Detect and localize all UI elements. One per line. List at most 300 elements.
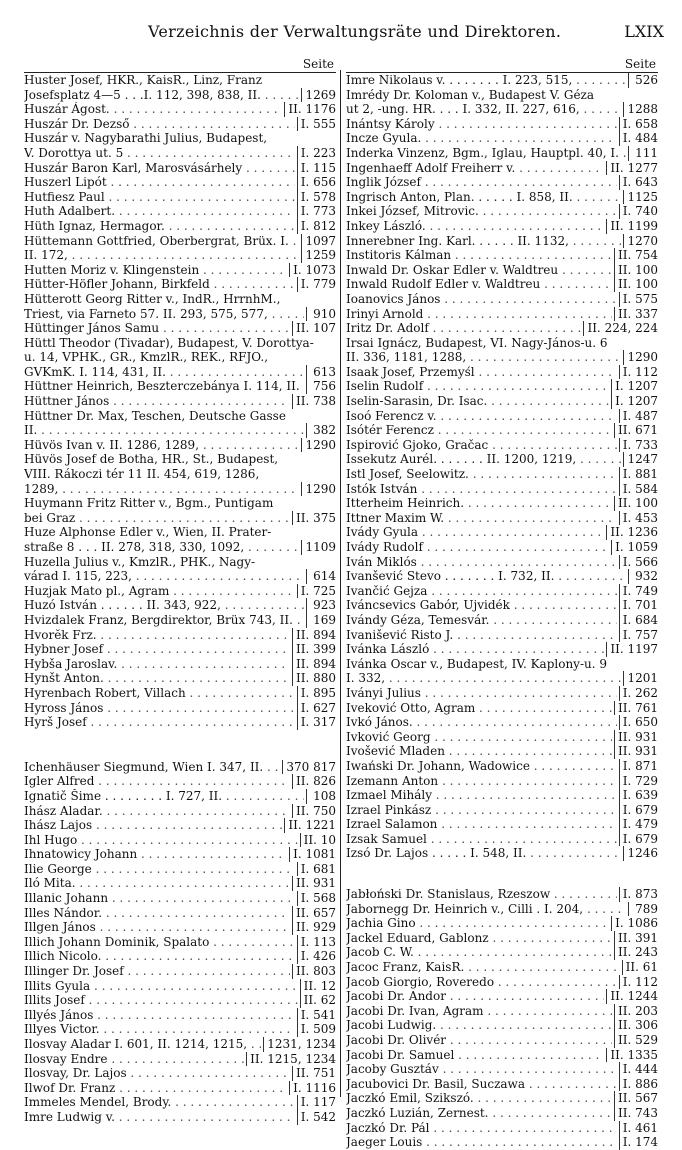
entry-name: Ingenhaeff Adolf Freiherr v. . . . — [346, 161, 604, 176]
entry-name: Istók István . . . — [346, 482, 617, 497]
entry-name: Hüth Ignaz, Hermagor. . . . — [24, 219, 295, 234]
entry-name: Izemann Anton . . . — [346, 774, 617, 789]
entry-name: Hyross János . . . — [24, 701, 295, 716]
entry-name: Hvorĕk Frz. . . . — [24, 628, 290, 643]
entry-name: Hutten Moriz v. Klingenstein . . . — [24, 263, 287, 278]
entry-page-ref: II. 880 — [292, 671, 336, 686]
entry-name: Jacobi Ludwig. . . . — [346, 1018, 612, 1033]
entry-page-ref: II. 894 — [292, 628, 336, 643]
directory-entry — [346, 584, 658, 599]
entry-name: Iwański Dr. Johann, Wadowice . . . — [346, 759, 617, 774]
directory-entry — [346, 817, 658, 832]
directory-entry — [346, 219, 658, 234]
entry-name: Iváncsevics Gabór, Ujvidék . . . — [346, 598, 617, 613]
entry-page-ref: 169 — [306, 613, 336, 628]
entry-name: Ittner Maxim W. . . . — [346, 511, 617, 526]
directory-entry — [346, 671, 658, 686]
entry-page-ref: I. 639 — [619, 788, 658, 803]
entry-name: Ilwof Dr. Franz . . . — [24, 1081, 287, 1096]
directory-entry — [346, 788, 658, 803]
entry-page-ref: 1231, 1234 — [263, 1037, 336, 1052]
entry-list — [24, 760, 336, 1125]
directory-entry — [24, 117, 336, 132]
entry-page-ref: I. 895 — [297, 686, 336, 701]
entry-name: Iványi Julius . . . — [346, 686, 617, 701]
entry-page-ref: I. 262 — [619, 686, 658, 701]
entry-page-ref: I. 643 — [619, 175, 658, 190]
entry-name: Huze Alphonse Edler v., Wien, II. Prater- — [24, 525, 272, 540]
entry-name: Huth Adalbert. . . . — [24, 204, 295, 219]
directory-entry — [24, 336, 336, 351]
entry-name: Hybner Josef . . . — [24, 642, 290, 657]
directory-entry — [346, 945, 658, 960]
entry-page-ref: I. 1086 — [611, 916, 658, 931]
entry-name: Hyrenbach Robert, Villach . . . — [24, 686, 295, 701]
directory-entry — [24, 920, 336, 935]
entry-name: Izmael Mihály . . . — [346, 788, 617, 803]
entry-page-ref: II. 1176 — [284, 102, 336, 117]
entry-name: Jacobi Dr. Andor . . . — [346, 989, 604, 1004]
entry-page-ref: I. 568 — [297, 891, 336, 906]
entry-page-ref: I. 679 — [619, 832, 658, 847]
entry-page-ref: I. 679 — [619, 803, 658, 818]
entry-name: Jacobi Dr. Olivér . . . — [346, 1033, 612, 1048]
directory-entry — [24, 569, 336, 584]
entry-page-ref: I. 578 — [297, 190, 336, 205]
directory-entry — [346, 350, 658, 365]
entry-page-ref: II. 100 — [614, 277, 658, 292]
directory-entry — [346, 803, 658, 818]
entry-name: Hybša Jaroslav. . . . — [24, 657, 290, 672]
directory-entry — [24, 307, 336, 322]
directory-entry — [24, 131, 336, 146]
entry-name: Iveković Otto, Agram . . . — [346, 701, 612, 716]
entry-page-ref: II. 391 — [614, 931, 658, 946]
directory-entry — [24, 876, 336, 891]
entry-page-ref: 1290 — [301, 482, 336, 497]
entry-name: Jacobi Dr. Samuel . . . — [346, 1048, 604, 1063]
entry-page-ref: II. 894 — [292, 657, 336, 672]
entry-page-ref: I. 1081 — [289, 847, 336, 862]
entry-page-ref: 923 — [306, 598, 336, 613]
directory-entry — [24, 511, 336, 526]
entry-page-ref: I. 1073 — [289, 263, 336, 278]
entry-name: 1289, . . . — [24, 482, 299, 497]
entry-page-ref: I. 115 — [297, 161, 336, 176]
entry-name: Jackel Eduard, Gablonz . . . — [346, 931, 612, 946]
entry-page-ref: I. 317 — [297, 715, 336, 730]
entry-page-ref: I. 725 — [297, 584, 336, 599]
directory-entry — [346, 975, 658, 990]
entry-name: Ivándy Géza, Temesvár. . . . — [346, 613, 617, 628]
column-divider — [340, 70, 341, 1097]
entry-name: Istl Josef, Seelowitz. . . . — [346, 467, 617, 482]
entry-page-ref: II. 10 — [300, 833, 336, 848]
entry-name: Ihnatowicy Johann . . . — [24, 847, 287, 862]
right-column — [346, 57, 658, 1150]
entry-name: Hütterott Georg Ritter v., IndR., HrrnhM., — [24, 291, 281, 306]
entry-page-ref: 1246 — [623, 846, 658, 861]
directory-entry — [24, 394, 336, 409]
entry-name: Innerebner Ing. Karl. . . . . . II. 1132, . . . — [346, 234, 621, 249]
directory-entry — [24, 833, 336, 848]
directory-entry — [24, 964, 336, 979]
entry-name: Huszár Ágost. . . . — [24, 102, 282, 117]
entry-name: bei Graz . . . — [24, 511, 290, 526]
directory-entry — [346, 960, 658, 975]
page-number: LXIX — [624, 22, 664, 41]
seite-label: Seite — [302, 57, 334, 71]
directory-entry — [346, 774, 658, 789]
entry-name: Hüttner Heinrich, Beszterczebánya I. 114, II. . . . — [24, 379, 304, 394]
entry-name: Ilie George . . . — [24, 862, 295, 877]
entry-page-ref: I. 650 — [619, 715, 658, 730]
entry-name: V. Dorottya ut. 5 . . . — [24, 146, 295, 161]
directory-entry — [24, 423, 336, 438]
entry-page-ref: I. 684 — [619, 613, 658, 628]
entry-name: Inkey László. . . . — [346, 219, 604, 234]
directory-entry — [346, 438, 658, 453]
entry-name: Hüttemann Gottfried, Oberbergrat, Brüx. I. . . . — [24, 234, 299, 249]
directory-entry — [346, 1077, 658, 1092]
entry-name: Izrael Salamon . . . — [346, 817, 617, 832]
entry-name: Jaczkó Emil, Szikszó. . . . — [346, 1091, 612, 1106]
entry-page-ref: I. 174 — [619, 1135, 658, 1150]
directory-entry — [24, 379, 336, 394]
entry-name: Iselin Rudolf . . . — [346, 379, 609, 394]
entry-name: Itterheim Heinrich. . . . — [346, 496, 612, 511]
directory-entry — [24, 467, 336, 482]
entry-page-ref: 1097 — [301, 234, 336, 249]
entry-page-ref: II. 399 — [292, 642, 336, 657]
directory-entry — [346, 902, 658, 917]
entry-name: straße 8 . . . II. 278, 318, 330, 1092, . . . — [24, 540, 299, 555]
entry-name: Jaczkó Dr. Pál . . . — [346, 1121, 617, 1136]
entry-page-ref: II. 61 — [622, 960, 658, 975]
directory-entry — [346, 1048, 658, 1063]
directory-entry — [346, 628, 658, 643]
entry-name: Ivády Rudolf . . . — [346, 540, 609, 555]
directory-entry — [346, 511, 658, 526]
directory-entry — [346, 234, 658, 249]
entry-page-ref: I. 461 — [619, 1121, 658, 1136]
entry-page-ref: I. 749 — [619, 584, 658, 599]
directory-entry — [24, 73, 336, 88]
entry-name: Ignatič Šime . . . . . . . . I. 727, II. . . . — [24, 789, 304, 804]
directory-entry — [24, 350, 336, 365]
entry-page-ref: I. 740 — [619, 204, 658, 219]
directory-entry — [24, 1022, 336, 1037]
directory-entry — [346, 540, 658, 555]
entry-name: II. 172, . . . — [24, 248, 299, 263]
entry-page-ref: I. 871 — [619, 759, 658, 774]
directory-entry — [346, 394, 658, 409]
entry-name: Huster Josef, HKR., KaisR., Linz, Franz — [24, 73, 263, 87]
entry-name: Hütter-Höfler Johann, Birkfeld . . . — [24, 277, 295, 292]
directory-entry — [24, 409, 336, 424]
entry-page-ref: 614 — [306, 569, 336, 584]
directory-entry — [346, 989, 658, 1004]
entry-name: Inderka Vinzenz, Bgm., Iglau, Hauptpl. 40, I. . . . — [346, 146, 626, 161]
entry-name: Izrael Pinkász . . . — [346, 803, 617, 818]
entry-name: Hynšt Anton. . . . — [24, 671, 290, 686]
entry-name: Inkei József, Mitrovic. . . . — [346, 204, 617, 219]
directory-entry — [346, 1018, 658, 1033]
entry-page-ref: II. 100 — [614, 496, 658, 511]
directory-entry — [346, 1033, 658, 1048]
entry-page-ref: I. 555 — [297, 117, 336, 132]
directory-entry — [24, 1095, 336, 1110]
directory-entry — [24, 949, 336, 964]
entry-name: Hüttner János . . . — [24, 394, 290, 409]
entry-name: Huzó István . . . . . . II. 343, 922, . . . — [24, 598, 304, 613]
entry-name: Illinger Dr. Josef . . . — [24, 964, 290, 979]
directory-entry — [346, 175, 658, 190]
directory-entry — [24, 496, 336, 511]
entry-name: Ivanišević Risto J. . . . — [346, 628, 617, 643]
entry-name: Ihl Hugo . . . — [24, 833, 298, 848]
entry-page-ref: II. 337 — [614, 307, 658, 322]
entry-page-ref: II. 12 — [300, 979, 336, 994]
entry-page-ref: II. 567 — [614, 1091, 658, 1106]
entry-page-ref: I. 575 — [619, 292, 658, 307]
directory-entry — [346, 1091, 658, 1106]
entry-page-ref: II. 306 — [614, 1018, 658, 1033]
directory-entry — [24, 219, 336, 234]
entry-name: Illgen János . . . — [24, 920, 290, 935]
entry-page-ref: II. 754 — [614, 248, 658, 263]
directory-entry — [346, 1004, 658, 1019]
entry-name: Incze Gyula. . . . — [346, 131, 617, 146]
directory-entry — [346, 525, 658, 540]
entry-name: Izsak Samuel . . . — [346, 832, 617, 847]
entry-name: I. 332, . . . — [346, 671, 621, 686]
entry-name: Immeles Mendel, Brody. . . . — [24, 1095, 295, 1110]
entry-page-ref: II. 803 — [292, 964, 336, 979]
entry-page-ref: I. 873 — [619, 887, 658, 902]
entry-page-ref: 111 — [628, 146, 658, 161]
directory-entry — [346, 102, 658, 117]
directory-entry — [24, 438, 336, 453]
entry-page-ref: 1288 — [623, 102, 658, 117]
directory-entry — [24, 1008, 336, 1023]
entry-name: Ispirović Gjoko, Gračac . . . — [346, 438, 617, 453]
entry-name: Hüttinger János Samu . . . — [24, 321, 290, 336]
entry-name: Hvizdalek Franz, Bergdirektor, Brüx 743, II. . . . — [24, 613, 304, 628]
entry-name: Jacobi Dr. Ivan, Agram . . . — [346, 1004, 612, 1019]
directory-entry — [346, 931, 658, 946]
directory-entry — [24, 935, 336, 950]
entry-page-ref: I. 1116 — [289, 1081, 336, 1096]
entry-name: Ivančić Gejza . . . — [346, 584, 617, 599]
entry-name: Huszár Baron Karl, Marosvásárhely . . . — [24, 161, 295, 176]
directory-entry — [24, 979, 336, 994]
directory-entry — [24, 190, 336, 205]
entry-name: Iló Mita. . . . — [24, 876, 290, 891]
entry-name: Imre Nikolaus v. . . . . . . . I. 223, 515, . . . — [346, 73, 626, 88]
entry-name: Izsó Dr. Lajos . . . . . I. 548, II. . . . — [346, 846, 621, 861]
entry-page-ref: II. 1197 — [606, 642, 658, 657]
entry-name: Huymann Fritz Ritter v., Bgm., Puntigam — [24, 496, 274, 511]
directory-entry — [346, 701, 658, 716]
directory-entry — [24, 906, 336, 921]
entry-page-ref: II. 203 — [614, 1004, 658, 1019]
directory-entry — [346, 248, 658, 263]
directory-entry — [24, 628, 336, 643]
entry-name: Ivković Georg . . . — [346, 730, 612, 745]
entry-list — [346, 887, 658, 1150]
entry-page-ref: 1270 — [623, 234, 658, 249]
entry-name: Huszerl Lipót . . . — [24, 175, 295, 190]
entry-name: Huszár Dr. Dezső . . . — [24, 117, 295, 132]
entry-page-ref: I. 658 — [619, 117, 658, 132]
directory-entry — [346, 452, 658, 467]
directory-entry — [24, 891, 336, 906]
directory-entry — [24, 789, 336, 804]
directory-entry — [346, 657, 658, 672]
entry-page-ref: I. 479 — [619, 817, 658, 832]
entry-page-ref: II. 1221 — [284, 818, 336, 833]
directory-entry — [346, 496, 658, 511]
directory-entry — [24, 715, 336, 730]
entry-name: Ivády Gyula . . . — [346, 525, 604, 540]
directory-entry — [346, 482, 658, 497]
directory-entry — [24, 818, 336, 833]
entry-name: Ivkó János. . . . — [346, 715, 617, 730]
entry-page-ref: 1109 — [301, 540, 336, 555]
entry-page-ref: I. 1207 — [611, 379, 658, 394]
entry-name: u. 14, VPHK., GR., KmzlR., REK., RFJO., — [24, 350, 269, 365]
directory-entry — [346, 263, 658, 278]
directory-entry — [24, 102, 336, 117]
entry-page-ref: II. 62 — [300, 993, 336, 1008]
page-header — [0, 22, 682, 48]
entry-page-ref: I. 681 — [297, 862, 336, 877]
directory-entry — [346, 131, 658, 146]
directory-entry — [346, 642, 658, 657]
entry-page-ref: 1247 — [623, 452, 658, 467]
directory-entry — [24, 847, 336, 862]
entry-name: Imre Ludwig v. . . . — [24, 1110, 295, 1125]
entry-page-ref: 526 — [628, 73, 658, 88]
entry-name: Illits Gyula . . . — [24, 979, 298, 994]
entry-name: Iritz Dr. Adolf . . . — [346, 321, 581, 336]
entry-page-ref: II. 375 — [292, 511, 336, 526]
entry-page-ref: II. 107 — [292, 321, 336, 336]
entry-name: Huszár v. Nagybarathi Julius, Budapest, — [24, 131, 268, 146]
directory-entry — [24, 598, 336, 613]
entry-name: Ilosvay, Dr. Lajos . . . — [24, 1066, 290, 1081]
directory-entry — [346, 88, 658, 103]
entry-name: Iselin-Sarasin, Dr. Isac. . . . — [346, 394, 609, 409]
directory-entry — [346, 307, 658, 322]
directory-entry — [24, 671, 336, 686]
entry-name: Jaeger Louis . . . — [346, 1135, 617, 1150]
entry-page-ref: II. 761 — [614, 701, 658, 716]
entry-name: Hüvös Josef de Botha, HR., St., Budapest, — [24, 452, 279, 467]
entry-page-ref: II. 224, 224 — [583, 321, 658, 336]
directory-entry — [346, 832, 658, 847]
directory-entry — [24, 321, 336, 336]
entry-page-ref: II. 1335 — [606, 1048, 658, 1063]
entry-name: Igler Alfred . . . — [24, 774, 290, 789]
directory-entry — [24, 642, 336, 657]
entry-page-ref: I. 733 — [619, 438, 658, 453]
seite-label: Seite — [624, 57, 656, 71]
entry-page-ref: II. 931 — [614, 730, 658, 745]
directory-entry — [24, 686, 336, 701]
entry-page-ref: I. 509 — [297, 1022, 336, 1037]
entry-name: Ilosvay Aladar I. 601, II. 1214, 1215, . . . — [24, 1037, 261, 1052]
directory-entry — [346, 423, 658, 438]
entry-name: Inántsy Károly . . . — [346, 117, 617, 132]
directory-entry — [346, 1062, 658, 1077]
entry-name: Jachia Gino . . . — [346, 916, 609, 931]
entry-name: II. . . . — [24, 423, 304, 438]
entry-page-ref: I. 886 — [619, 1077, 658, 1092]
directory-entry — [24, 277, 336, 292]
entry-page-ref: II. 1199 — [606, 219, 658, 234]
entry-name: Jabłoński Dr. Stanislaus, Rzeszow . . . — [346, 887, 617, 902]
entry-name: Illyés János . . . — [24, 1008, 295, 1023]
entry-name: Ihász Lajos . . . — [24, 818, 282, 833]
directory-entry — [346, 916, 658, 931]
entry-name: Jaczkó Luzián, Zernest. . . . — [346, 1106, 612, 1121]
entry-name: Inglik József . . . — [346, 175, 617, 190]
entry-page-ref: I. 584 — [619, 482, 658, 497]
entry-page-ref: I. 812 — [297, 219, 336, 234]
entry-page-ref: I. 426 — [297, 949, 336, 964]
directory-entry — [24, 365, 336, 380]
entry-page-ref: 1269 — [301, 88, 336, 103]
entry-page-ref: I. 223 — [297, 146, 336, 161]
entry-name: Ioanovics János . . . — [346, 292, 617, 307]
entry-name: Ivánka Oscar v., Budapest, IV. Kaplony-u. 9 — [346, 656, 607, 671]
entry-name: Jacoby Gusztáv . . . — [346, 1062, 617, 1077]
directory-entry — [24, 657, 336, 672]
directory-entry — [24, 204, 336, 219]
entry-page-ref: 789 — [628, 902, 658, 917]
entry-name: Institoris Kálman . . . — [346, 248, 612, 263]
directory-entry — [346, 409, 658, 424]
entry-name: Ivánka László . . . — [346, 642, 604, 657]
directory-entry — [346, 555, 658, 570]
directory-entry — [24, 263, 336, 278]
entry-page-ref: II. 826 — [292, 774, 336, 789]
directory-entry — [24, 1110, 336, 1125]
entry-page-ref: II. 931 — [614, 744, 658, 759]
entry-page-ref: 1201 — [623, 671, 658, 686]
entry-name: Inwald Dr. Oskar Edler v. Waldtreu . . . — [346, 263, 612, 278]
entry-page-ref: II. 1215, 1234 — [246, 1052, 336, 1067]
entry-page-ref: II. 529 — [614, 1033, 658, 1048]
entry-name: Illanic Johann . . . — [24, 891, 295, 906]
entry-name: Illes Nándor. . . . — [24, 906, 290, 921]
directory-entry — [346, 686, 658, 701]
entry-name: Isoó Ferencz v. . . . — [346, 409, 617, 424]
entry-name: Hüttner Dr. Max, Teschen, Deutsche Gasse — [24, 408, 286, 423]
entry-page-ref: I. 656 — [297, 175, 336, 190]
directory-entry — [346, 365, 658, 380]
directory-entry — [346, 569, 658, 584]
directory-entry — [346, 1121, 658, 1136]
directory-entry — [24, 584, 336, 599]
entry-page-ref: I. 117 — [297, 1095, 336, 1110]
entry-name: Hüvös Ivan v. II. 1286, 1289, . . . — [24, 438, 299, 453]
entry-page-ref: I. 113 — [297, 935, 336, 950]
entry-name: Hutfiesz Paul . . . — [24, 190, 295, 205]
entry-page-ref: I. 566 — [619, 555, 658, 570]
